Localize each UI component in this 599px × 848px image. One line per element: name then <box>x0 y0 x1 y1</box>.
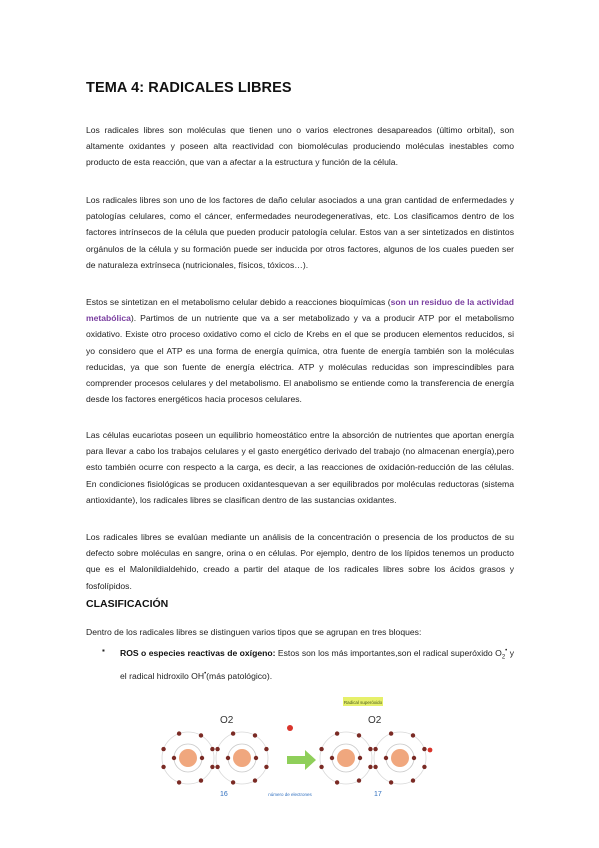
paragraph-3-before: Estos se sintetizan en el metabolismo celular debido a reacciones bioquímicas ( <box>86 297 391 307</box>
electron <box>199 778 203 782</box>
electron <box>389 780 393 784</box>
superoxide-radical-diagram <box>319 731 432 784</box>
left-molecule-label: O2 <box>220 715 234 726</box>
section-heading: CLASIFICACIÓN <box>86 598 169 610</box>
electron <box>330 756 334 760</box>
superscript: • <box>204 670 207 677</box>
page-title: TEMA 4: RADICALES LIBRES <box>86 80 292 96</box>
electron <box>264 765 268 769</box>
electron <box>373 765 377 769</box>
electron <box>210 765 214 769</box>
electron <box>215 747 219 751</box>
list-item-text-part: Estos son los más importantes,son el radical superóxido O <box>275 647 502 658</box>
electron <box>172 756 176 760</box>
section-intro: Dentro de los radicales libres se distinguen varios tipos que se agrupan en tres bloques: <box>86 627 422 637</box>
electron <box>231 731 235 735</box>
electron <box>231 780 235 784</box>
list-item-text <box>120 643 514 684</box>
atom-nucleus <box>391 749 409 767</box>
electron <box>215 765 219 769</box>
paragraph-1: Los radicales libres son moléculas que tienen uno o varios electrones desapareados (último orbital), son altamente oxidantes y poseen alta reactividad con biomoléculas produciendo moléculas inestables como producto de esta reacción, que van a afectar a la estructura y función de la célula. <box>86 125 514 168</box>
superscript: • <box>505 648 508 654</box>
electron <box>357 778 361 782</box>
electron <box>389 731 393 735</box>
electron <box>384 756 388 760</box>
electron <box>319 765 323 769</box>
electron <box>368 747 372 751</box>
electron <box>335 780 339 784</box>
paragraph-3-after: ). Partimos de un nutriente que va a ser metabolizado y va a producir ATP por el metabolismo oxidativo. Existe otro proceso oxidativo como el ciclo de Krebs en el que se producen elementos reducidos, si yo considero que el ATP es una forma de energía química, otra fuente de energía también son la moléculas reducidas, ya que son fuente de energía eléctrica. ATP y moléculas reducidas son imprescindibles para comprender procesos celulares y del metabolismo. El anabolismo se entiende como la transferencia de energía desde los factores energéticos hacia procesos celulares. <box>86 313 514 405</box>
electron <box>226 756 230 760</box>
paragraph-2: Los radicales libres son uno de los factores de daño celular asociados a una gran cantidad de enfermedades y patologías celulares, como el cáncer, enfermedades neurodegenerativas, etc. Los clasificamos dentro de los factores intrínsecos de la célula que pueden producir patología celular. Estos van a ser sintetizados en distintos orgánulos de la célula y su formación puede ser inducida por otros factores, algunos de los cuales pueden ser de naturaleza extrínseca (nutricionales, físicos, tóxicos…). <box>86 195 514 270</box>
atom-nucleus <box>337 749 355 767</box>
electron <box>253 778 257 782</box>
atom-nucleus <box>233 749 251 767</box>
electron <box>357 733 361 737</box>
electron <box>411 733 415 737</box>
electron <box>335 731 339 735</box>
paragraph-5: Los radicales libres se evalúan mediante un análisis de la concentración o presencia de los productos de su defecto sobre moléculas en sangre, orina o en células. Por ejemplo, dentro de los lípidos tenemos un producto que es el Malonildialdehido, creado a partir del ataque de los radicales libres sobre los ácidos grasos y fosfolípidos. <box>86 532 514 591</box>
electron <box>161 747 165 751</box>
radical-tag: Radical superóxido <box>343 700 383 705</box>
electron <box>199 733 203 737</box>
atom-nucleus <box>179 749 197 767</box>
electron <box>177 780 181 784</box>
highlighted-phrase: son un residuo de la actividad metabólica <box>86 297 514 324</box>
bullet-marker: ▪ <box>102 646 105 655</box>
electron <box>254 756 258 760</box>
electron <box>264 747 268 751</box>
electron <box>200 756 204 760</box>
electron <box>373 747 377 751</box>
electron <box>411 778 415 782</box>
list-item-text-part: (más patológico). <box>206 670 273 681</box>
electron <box>319 747 323 751</box>
oxygen-molecule-diagram <box>161 731 268 784</box>
electron <box>412 756 416 760</box>
electron <box>422 765 426 769</box>
list-item <box>102 643 514 684</box>
electron <box>210 747 214 751</box>
electron-count-caption: número de electrones <box>268 792 312 797</box>
electron <box>358 756 362 760</box>
extra-electron <box>287 725 293 731</box>
electron <box>177 731 181 735</box>
superoxide-diagram <box>150 690 450 800</box>
electron <box>161 765 165 769</box>
paragraph-3 <box>86 294 514 407</box>
electron <box>422 747 426 751</box>
unpaired-electron <box>428 748 433 753</box>
electron-count-left: 16 <box>220 791 228 798</box>
electron <box>368 765 372 769</box>
list-item-term: ROS o especies reactivas de oxígeno: <box>120 647 276 658</box>
electron-count-right: 17 <box>374 791 382 798</box>
electron <box>253 733 257 737</box>
list-item-text-part: y el radical hidroxilo OH <box>120 647 514 681</box>
paragraph-4: Las células eucariotas poseen un equilibrio homeostático entre la absorción de nutrientes que aportan energía para llevar a cabo los trabajos celulares y el gasto energético derivado del trabajo (no almacenan energía),pero esto también ocurre con respecto a la carga, es decir, a las reacciones de oxidación-reducción de las células. En condiciones fisiológicas se producen oxidantesquevan a ser equilibrados por moléculas reductoras (sistema antioxidante), los radicales libres se clasifican dentro de las sustancias oxidantes. <box>86 430 514 505</box>
transition-arrow-icon <box>287 750 316 770</box>
subscript: 2 <box>501 654 506 661</box>
right-molecule-label: O2 <box>368 715 382 726</box>
